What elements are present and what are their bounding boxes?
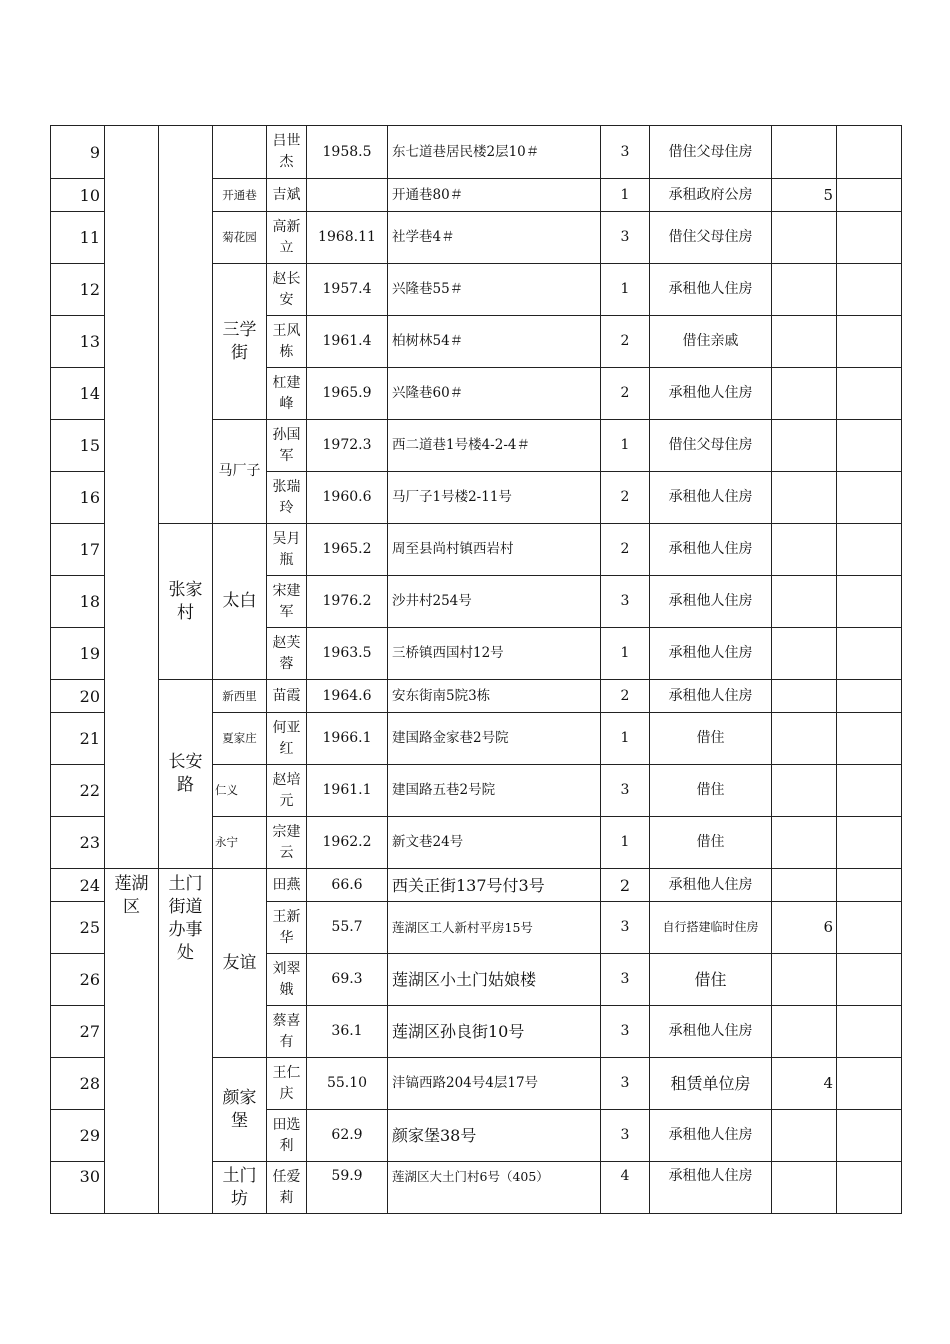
street-changanlu: 长安路 — [159, 680, 213, 869]
row-number: 21 — [51, 713, 105, 765]
housing-status: 借住亲戚 — [650, 316, 772, 368]
count-cell — [772, 628, 837, 680]
birth-date: 1961.4 — [307, 316, 388, 368]
row-number: 18 — [51, 576, 105, 628]
row-number: 19 — [51, 628, 105, 680]
household-persons: 1 — [601, 420, 650, 472]
housing-status: 承租他人住房 — [650, 1162, 772, 1214]
remarks-cell — [837, 765, 902, 817]
community-youyi: 友谊 — [213, 869, 267, 1058]
row-number: 14 — [51, 368, 105, 420]
count-cell — [772, 1162, 837, 1214]
address: 马厂子1号楼2-11号 — [388, 472, 601, 524]
applicant-name: 吉斌 — [267, 179, 307, 212]
applicant-name: 蔡喜有 — [267, 1006, 307, 1058]
remarks-cell — [837, 368, 902, 420]
address: 莲湖区大土门村6号（405） — [388, 1162, 601, 1214]
remarks-cell — [837, 713, 902, 765]
count-cell: 5 — [772, 179, 837, 212]
community-juhuayuan: 菊花园 — [213, 212, 267, 264]
applicant-name: 赵长安 — [267, 264, 307, 316]
applicant-name: 刘翠娥 — [267, 954, 307, 1006]
birth-date — [307, 179, 388, 212]
remarks-cell — [837, 1110, 902, 1162]
address: 东七道巷居民楼2层10＃ — [388, 126, 601, 179]
housing-status: 承租他人住房 — [650, 869, 772, 902]
address: 沣镐西路204号4层17号 — [388, 1058, 601, 1110]
household-persons: 3 — [601, 126, 650, 179]
remarks-cell — [837, 420, 902, 472]
row-number: 16 — [51, 472, 105, 524]
household-persons: 1 — [601, 264, 650, 316]
birth-date: 1965.9 — [307, 368, 388, 420]
row-number: 28 — [51, 1058, 105, 1110]
housing-status: 承租他人住房 — [650, 264, 772, 316]
household-persons: 2 — [601, 680, 650, 713]
birth-date: 59.9 — [307, 1162, 388, 1214]
community-yanjiabao: 颜家堡 — [213, 1058, 267, 1162]
row-number: 20 — [51, 680, 105, 713]
birth-date: 62.9 — [307, 1110, 388, 1162]
birth-date: 1964.6 — [307, 680, 388, 713]
row-number: 15 — [51, 420, 105, 472]
household-persons: 3 — [601, 954, 650, 1006]
address: 颜家堡38号 — [388, 1110, 601, 1162]
applicant-name: 王风栋 — [267, 316, 307, 368]
applicant-name: 田选利 — [267, 1110, 307, 1162]
row-number: 26 — [51, 954, 105, 1006]
street-tumen: 土门街道办事处 — [159, 869, 213, 1214]
count-cell — [772, 420, 837, 472]
household-persons: 2 — [601, 316, 650, 368]
remarks-cell — [837, 954, 902, 1006]
household-persons: 2 — [601, 472, 650, 524]
housing-status: 承租他人住房 — [650, 628, 772, 680]
community-renyi: 仁义 — [213, 765, 267, 817]
birth-date: 1972.3 — [307, 420, 388, 472]
remarks-cell — [837, 126, 902, 179]
row-number: 9 — [51, 126, 105, 179]
address: 社学巷4＃ — [388, 212, 601, 264]
housing-status: 租赁单位房 — [650, 1058, 772, 1110]
row-number: 23 — [51, 817, 105, 869]
count-cell — [772, 1006, 837, 1058]
remarks-cell — [837, 902, 902, 954]
street-zhangjiacun: 张家村 — [159, 524, 213, 680]
birth-date: 1962.2 — [307, 817, 388, 869]
count-cell — [772, 472, 837, 524]
remarks-cell — [837, 212, 902, 264]
count-cell — [772, 680, 837, 713]
address: 莲湖区孙良街10号 — [388, 1006, 601, 1058]
remarks-cell — [837, 179, 902, 212]
applicant-name: 吴月瓶 — [267, 524, 307, 576]
remarks-cell — [837, 576, 902, 628]
table-row — [51, 680, 902, 713]
housing-status: 承租他人住房 — [650, 576, 772, 628]
applicant-name: 田燕 — [267, 869, 307, 902]
applicant-name: 王仁庆 — [267, 1058, 307, 1110]
birth-date: 1963.5 — [307, 628, 388, 680]
count-cell — [772, 954, 837, 1006]
table-row — [51, 524, 902, 576]
address: 新文巷24号 — [388, 817, 601, 869]
household-persons: 1 — [601, 817, 650, 869]
household-persons: 3 — [601, 212, 650, 264]
community-xiajiazhuang: 夏家庄 — [213, 713, 267, 765]
address: 莲湖区小土门姑娘楼 — [388, 954, 601, 1006]
applicant-name: 赵芙蓉 — [267, 628, 307, 680]
applicant-name: 高新立 — [267, 212, 307, 264]
household-persons: 2 — [601, 368, 650, 420]
housing-status: 借住 — [650, 817, 772, 869]
remarks-cell — [837, 1006, 902, 1058]
remarks-cell — [837, 1162, 902, 1214]
birth-date: 55.7 — [307, 902, 388, 954]
housing-status: 借住父母住房 — [650, 420, 772, 472]
count-cell — [772, 264, 837, 316]
applicant-name: 任爱莉 — [267, 1162, 307, 1214]
birth-date: 66.6 — [307, 869, 388, 902]
address: 建国路金家巷2号院 — [388, 713, 601, 765]
address: 柏树林54＃ — [388, 316, 601, 368]
birth-date: 1965.2 — [307, 524, 388, 576]
housing-status: 承租他人住房 — [650, 368, 772, 420]
birth-date: 1961.1 — [307, 765, 388, 817]
address: 兴隆巷55＃ — [388, 264, 601, 316]
birth-date: 1957.4 — [307, 264, 388, 316]
community-sanxuejie: 三学街 — [213, 264, 267, 420]
remarks-cell — [837, 1058, 902, 1110]
remarks-cell — [837, 524, 902, 576]
district-lianhu: 莲湖区 — [105, 869, 159, 1214]
household-persons: 4 — [601, 1162, 650, 1214]
row-number: 22 — [51, 765, 105, 817]
applicant-name: 宋建军 — [267, 576, 307, 628]
address: 安东街南5院3栋 — [388, 680, 601, 713]
count-cell — [772, 316, 837, 368]
applicant-name: 宗建云 — [267, 817, 307, 869]
housing-status: 承租他人住房 — [650, 1110, 772, 1162]
birth-date: 55.10 — [307, 1058, 388, 1110]
address: 三桥镇西国村12号 — [388, 628, 601, 680]
address: 西二道巷1号楼4-2-4＃ — [388, 420, 601, 472]
applicant-name: 张瑞玲 — [267, 472, 307, 524]
count-cell: 4 — [772, 1058, 837, 1110]
birth-date: 1976.2 — [307, 576, 388, 628]
address: 建国路五巷2号院 — [388, 765, 601, 817]
row-number: 30 — [51, 1162, 105, 1214]
address: 沙井村254号 — [388, 576, 601, 628]
household-persons: 1 — [601, 628, 650, 680]
count-cell — [772, 713, 837, 765]
birth-date: 1960.6 — [307, 472, 388, 524]
household-persons: 3 — [601, 765, 650, 817]
count-cell — [772, 1110, 837, 1162]
table-row — [51, 869, 902, 902]
row-number: 10 — [51, 179, 105, 212]
household-persons: 3 — [601, 576, 650, 628]
remarks-cell — [837, 680, 902, 713]
applicant-name: 苗霞 — [267, 680, 307, 713]
applicant-name: 吕世杰 — [267, 126, 307, 179]
birth-date: 1968.11 — [307, 212, 388, 264]
housing-status: 借住 — [650, 713, 772, 765]
applicant-name: 杠建峰 — [267, 368, 307, 420]
row-number: 17 — [51, 524, 105, 576]
row-number: 24 — [51, 869, 105, 902]
housing-status: 借住父母住房 — [650, 126, 772, 179]
remarks-cell — [837, 869, 902, 902]
community-taibai: 太白 — [213, 524, 267, 680]
housing-status: 承租他人住房 — [650, 1006, 772, 1058]
household-persons: 3 — [601, 1006, 650, 1058]
birth-date: 1966.1 — [307, 713, 388, 765]
community-machangzi: 马厂子 — [213, 420, 267, 524]
household-persons: 1 — [601, 179, 650, 212]
applicant-name: 王新华 — [267, 902, 307, 954]
count-cell — [772, 817, 837, 869]
housing-status: 自行搭建临时住房 — [650, 902, 772, 954]
household-persons: 1 — [601, 713, 650, 765]
housing-status: 承租他人住房 — [650, 524, 772, 576]
count-cell: 6 — [772, 902, 837, 954]
applicant-name: 何亚红 — [267, 713, 307, 765]
household-persons: 3 — [601, 1110, 650, 1162]
household-persons: 3 — [601, 902, 650, 954]
housing-status: 承租他人住房 — [650, 680, 772, 713]
community-kaitongxiang: 开通巷 — [213, 179, 267, 212]
row-number: 27 — [51, 1006, 105, 1058]
count-cell — [772, 126, 837, 179]
street-cell — [159, 126, 213, 524]
count-cell — [772, 576, 837, 628]
row-number: 25 — [51, 902, 105, 954]
housing-status: 承租政府公房 — [650, 179, 772, 212]
birth-date: 1958.5 — [307, 126, 388, 179]
community-cell — [213, 126, 267, 179]
housing-status: 借住 — [650, 954, 772, 1006]
remarks-cell — [837, 316, 902, 368]
community-xinxili: 新西里 — [213, 680, 267, 713]
address: 莲湖区工人新村平房15号 — [388, 902, 601, 954]
count-cell — [772, 765, 837, 817]
address: 周至县尚村镇西岩村 — [388, 524, 601, 576]
table-row — [51, 126, 902, 179]
household-persons: 3 — [601, 1058, 650, 1110]
housing-status: 借住父母住房 — [650, 212, 772, 264]
applicant-name: 赵培元 — [267, 765, 307, 817]
address: 兴隆巷60＃ — [388, 368, 601, 420]
count-cell — [772, 212, 837, 264]
community-tumenfang: 土门坊 — [213, 1162, 267, 1214]
community-yongning: 永宁 — [213, 817, 267, 869]
birth-date: 69.3 — [307, 954, 388, 1006]
address: 西关正街137号付3号 — [388, 869, 601, 902]
remarks-cell — [837, 264, 902, 316]
row-number: 13 — [51, 316, 105, 368]
household-persons: 2 — [601, 869, 650, 902]
count-cell — [772, 524, 837, 576]
row-number: 11 — [51, 212, 105, 264]
household-persons: 2 — [601, 524, 650, 576]
row-number: 29 — [51, 1110, 105, 1162]
address: 开通巷80＃ — [388, 179, 601, 212]
count-cell — [772, 368, 837, 420]
housing-applicant-table — [50, 125, 902, 1214]
remarks-cell — [837, 472, 902, 524]
remarks-cell — [837, 817, 902, 869]
housing-status: 借住 — [650, 765, 772, 817]
row-number: 12 — [51, 264, 105, 316]
applicant-name: 孙国军 — [267, 420, 307, 472]
remarks-cell — [837, 628, 902, 680]
count-cell — [772, 869, 837, 902]
birth-date: 36.1 — [307, 1006, 388, 1058]
district-cell — [105, 126, 159, 869]
housing-status: 承租他人住房 — [650, 472, 772, 524]
